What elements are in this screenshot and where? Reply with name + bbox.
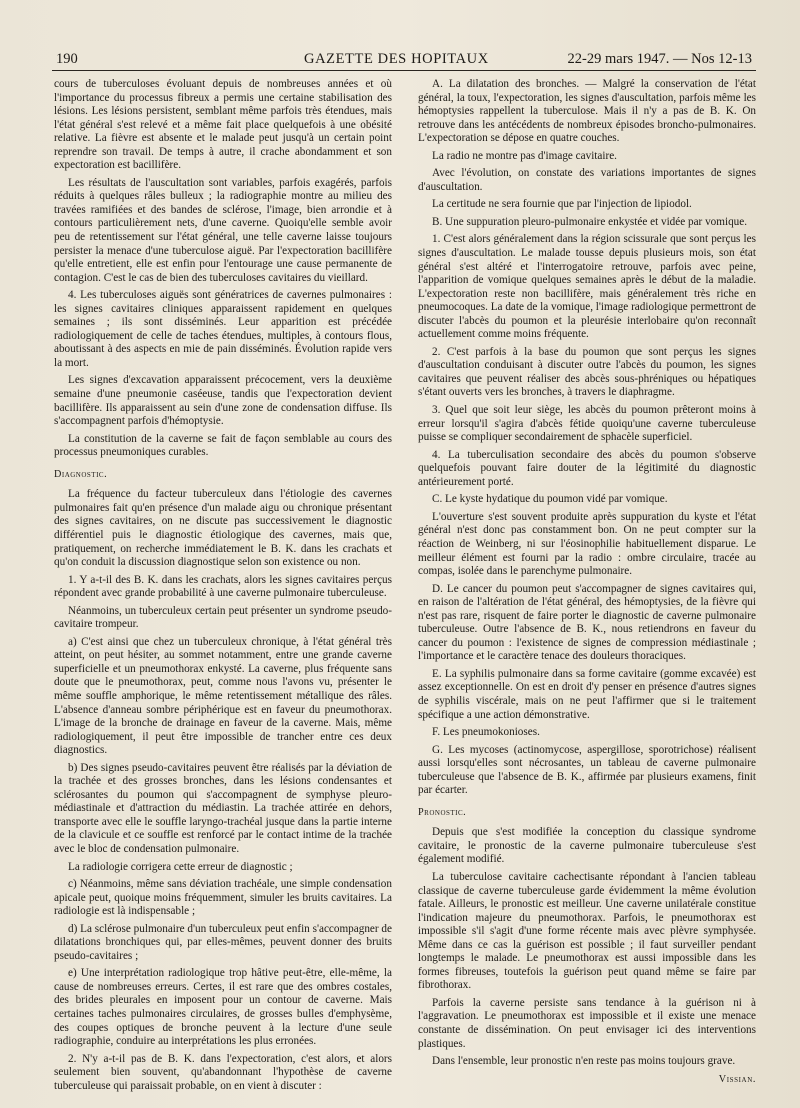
paragraph: 1. C'est alors généralement dans la région scissurale que sont perçus les signes d'auscultation. Le malade tousse depuis plusieurs mois, son état général s'est altéré et l'interrogatoire retrouve, parfois avec peine, l'apparition de vomique quelques semaines après le début de la maladie. L'expectoration reste non bacillifère, mais généralement très riche en pneumocoques. La date de la vomique, l'image radiologique permettront de discuter l'abcès du poumon et la pleurésie interlobaire qu'on reconnaît actuellement comme moins fréquente. [418,233,756,341]
author-signature: Vissian. [718,1073,756,1085]
paragraph: D. Le cancer du poumon peut s'accompagner de signes cavitaires qui, en raison de l'altération de l'état général, des hémoptysies, de la fièvre qui n'est pas rare, risquent de faire porter le diagnostic de caverne pulmonaire tuberculeuse. Outre l'absence de B. K., nous retiendrons en faveur du cancer du poumon : l'existence de signes de compression médiastinale ; l'importance et le caractère tenace des douleurs thoraciques. [418,582,756,663]
paragraph: La radiologie corrigera cette erreur de diagnostic ; [68,860,293,873]
paragraph: 2. N'y a-t-il pas de B. K. dans l'expectoration, c'est alors, et alors seulement bien souvent, qu'abandonnant l'hypothèse de caverne tuberculeuse qui paraissait probable, on en vient à discuter : [54,1052,392,1092]
paragraph: Néanmoins, un tuberculeux certain peut présenter un syndrome pseudo-cavitaire trompeur. [54,604,392,631]
paragraph: La radio ne montre pas d'image cavitaire. [432,149,617,162]
paragraph: c) Néanmoins, même sans déviation trachéale, une simple condensation apicale peut, quoique moins fréquemment, simuler les bruits cavitaires. La radiologie est là indispensable ; [54,878,392,918]
paragraph: a) C'est ainsi que chez un tuberculeux chronique, à l'état général très atteint, on peut hésiter, au sommet notamment, entre une grande caverne superficielle et un pneumothorax enkysté. La caverne, plus fréquente sans doute que le pneumothorax, peut, comme nous l'avons vu, présenter le même souffle amphorique, le même retentissement métallique des râles. L'absence d'anneau sombre périphérique est en faveur du pneumothorax. L'image de la bronche de drainage en faveur de la caverne. Mais, même radiologiquement, il peut être impossible de trancher entre ces deux diagnostics. [54,635,392,757]
paragraph: cours de tuberculoses évoluant depuis de nombreuses années et où l'importance du processus fibreux a permis une certaine stabilisation des lésions. Les lésions persistent, semblant même parfois très étendues, mais l'état général s'est relevé et a même fait place quelquefois à une obésité relative. La fièvre est absente et le malade peut jusqu'à un certain point reprendre son travail. De temps à autre, il crache abondamment et son expectoration est bacillifère. [54,78,392,172]
section-heading-diagnostic: Diagnostic. [54,468,108,480]
paragraph: Depuis que s'est modifiée la conception du classique syndrome cavitaire, le pronostic de la caverne pulmonaire tuberculeuse s'est également modifié. [418,826,756,866]
paragraph: La fréquence du facteur tuberculeux dans l'étiologie des cavernes pulmonaires fait qu'en présence d'un malade aigu ou chronique présentant des signes cavitaires, on ne discute pas successivement le diagnostic différentiel puis le diagnostic étiologique des cavernes, mais que, pratiquement, on recherche immédiatement le B. K. dans les crachats et qu'on conduit la discussion diagnostique selon son existence ou non. [54,488,392,569]
paragraph: L'ouverture s'est souvent produite après suppuration du kyste et l'état général n'est donc pas constamment bon. On ne peut compter sur la réaction de Weinberg, ni sur l'éosinophilie habituellement disparue. Le meilleur élément est fourni par la radio : ombre circulaire, tracée au compas, isolée dans le parenchyme pulmonaire. [418,510,756,578]
paragraph: F. Les pneumokonioses. [432,726,540,739]
paragraph: La tuberculose cavitaire cachectisante répondant à l'ancien tableau classique de caverne tuberculeuse garde évidemment la même évolution fatale. Ailleurs, le pronostic est meilleur. Une caverne unilatérale constitue l'indication majeure du pneumothorax. Parfois, le pneumothorax est impossible s'il s'agit d'une forme récente mais avec plèvre symphysée. Même dans ce cas la guérison est possible ; il faut surveiller pendant longtemps le malade. Le pneumothorax est aussi impossible dans les formes fibreuses, toutefois la guérison peut quand même se faire par fibrothorax. [418,870,756,992]
section-heading-pronostic: Pronostic. [418,806,467,818]
paragraph: C. Le kyste hydatique du poumon vidé par vomique. [432,493,668,506]
paragraph: 2. C'est parfois à la base du poumon que sont perçus les signes d'auscultation conduisant à discuter outre l'abcès du poumon, les signes cavitaires que peuvent réaliser des abcès sous-phréniques ou hépatiques s'étant ouverts vers les bronches, à travers le diaphragme. [418,345,756,399]
paragraph: Avec l'évolution, on constate des variations importantes de signes d'auscultation. [418,167,756,193]
paragraph: 4. Les tuberculoses aiguës sont génératrices de cavernes pulmonaires : les signes cavitaires cliniques apparaissent rapidement en quelques semaines ; ils sont disséminés. Leur apparition est précédée radiologiquement de celle de taches étendues, multiples, à contours flous, aboutissant à des aspects en mie de pain disséminés. Évolution rapide vers la mort. [54,289,392,369]
paragraph: Les résultats de l'auscultation sont variables, parfois exagérés, parfois réduits à quelques râles bulleux ; la radiographie montre au milieu des travées ramifiées et des bandes de sclérose, l'image, bien arrondie et à contours particulièrement nets, d'une caverne. Quoiqu'elle semble avoir peu de retentissement sur l'état général, une telle caverne laisse toujours persister la menace d'une tuberculose aiguë. Par l'expectoration bacillifère qu'elle entretient, elle est enfin pour l'entourage une cause permanente de contagion. C'est le cas de bien des tuberculoses cavitaires du vieillard. [54,176,392,284]
issue-date: 22-29 mars 1947. — Nos 12-13 [567,51,752,67]
paragraph: Les signes d'excavation apparaissent précocement, vers la deuxième semaine d'une pneumonie caséeuse, tandis que l'expectoration devient bacillifère. Ils apparaissent au sein d'une zone de condensation diffuse. Ils s'accompagnent parfois d'hémoptysie. [54,374,392,428]
paragraph: E. La syphilis pulmonaire dans sa forme cavitaire (gomme excavée) est assez exceptionnelle. On est en droit d'y penser en présence d'autres signes de syphilis viscérale, mais on ne peut l'affirmer que si le traitement spécifique a une action démonstrative. [418,667,756,721]
paragraph: 1. Y a-t-il des B. K. dans les crachats, alors les signes cavitaires perçus répondent avec grande probabilité à une caverne pulmonaire tuberculeuse. [54,573,392,600]
journal-title: GAZETTE DES HOPITAUX [304,51,489,67]
page-number: 190 [56,51,78,67]
paragraph: d) La sclérose pulmonaire d'un tuberculeux peut enfin s'accompagner de dilatations bronchiques qui, par elles-mêmes, peuvent donner des bruits pseudo-cavitaires ; [54,922,392,962]
paragraph: 4. La tuberculisation secondaire des abcès du poumon s'observe quelquefois pouvant faire douter de la légitimité du diagnostic antérieurement porté. [418,448,756,488]
paragraph: La certitude ne sera fournie que par l'injection de lipiodol. [432,198,692,211]
left-column [54,78,392,1097]
paragraph: B. Une suppuration pleuro-pulmonaire enkystée et vidée par vomique. [432,215,748,228]
paragraph: A. La dilatation des bronches. — Malgré la conservation de l'état général, la toux, l'expectoration, les signes d'auscultation, parfois même les hémoptysies rappellent la tuberculose. Mais il n'y a pas de B. K. On retrouve dans les antécédents de nombreux épisodes broncho-pulmonaires. L'expectoration se dépose en quatre couches. [418,78,756,145]
paragraph: 3. Quel que soit leur siège, les abcès du poumon prêteront moins à erreur lorsqu'il s'agira d'abcès fétide quoiqu'une caverne tuberculeuse puisse se compliquer secondairement de sphacèle superficiel. [418,404,756,444]
paragraph: Dans l'ensemble, leur pronostic n'en reste pas moins toujours grave. [432,1055,736,1068]
paragraph: b) Des signes pseudo-cavitaires peuvent être réalisés par la déviation de la trachée et des grosses bronches, dans les lésions condensantes et sclérosantes du poumon qui s'accompagnent de symphyse pleuro-médiastinale et d'attraction du médiastin. La trachée attirée en dehors, transporte avec elle le souffle laryngo-trachéal jusque dans la partie interne de la clavicule et ce souffle est renforcé par le contact intime de la trachée avec le bloc de condensation pulmonaire. [54,761,392,855]
header-rule [52,70,756,71]
right-column [418,78,756,1086]
paragraph: e) Une interprétation radiologique trop hâtive peut-être, elle-même, la cause de nombreuses erreurs. Certes, il est rare que des ombres costales, des brides pleurales en imposent pour un contour de caverne. Mais certaines taches pulmonaires circulaires, de grosses bulles d'emphysème, des coupes optiques de bronche peuvent à la lecture d'une seule radiographie, conduire au interprétations les plus erronées. [54,967,392,1048]
paragraph: Parfois la caverne persiste sans tendance à la guérison ni à l'aggravation. Le pneumothorax est impossible et il existe une menace constante de dissémination. On peut envisager ici des interventions plastiques. [418,996,756,1050]
paragraph: La constitution de la caverne se fait de façon semblable au cours des processus pneumoniques curables. [54,432,392,459]
page-header [46,48,756,70]
paragraph: G. Les mycoses (actinomycose, aspergillose, sporotrichose) réalisent aussi lorsqu'elles sont nécrosantes, un tableau de caverne pulmonaire tuberculeuse que l'absence de B. K., affirmée par plusieurs examens, finit par écarter. [418,743,756,797]
